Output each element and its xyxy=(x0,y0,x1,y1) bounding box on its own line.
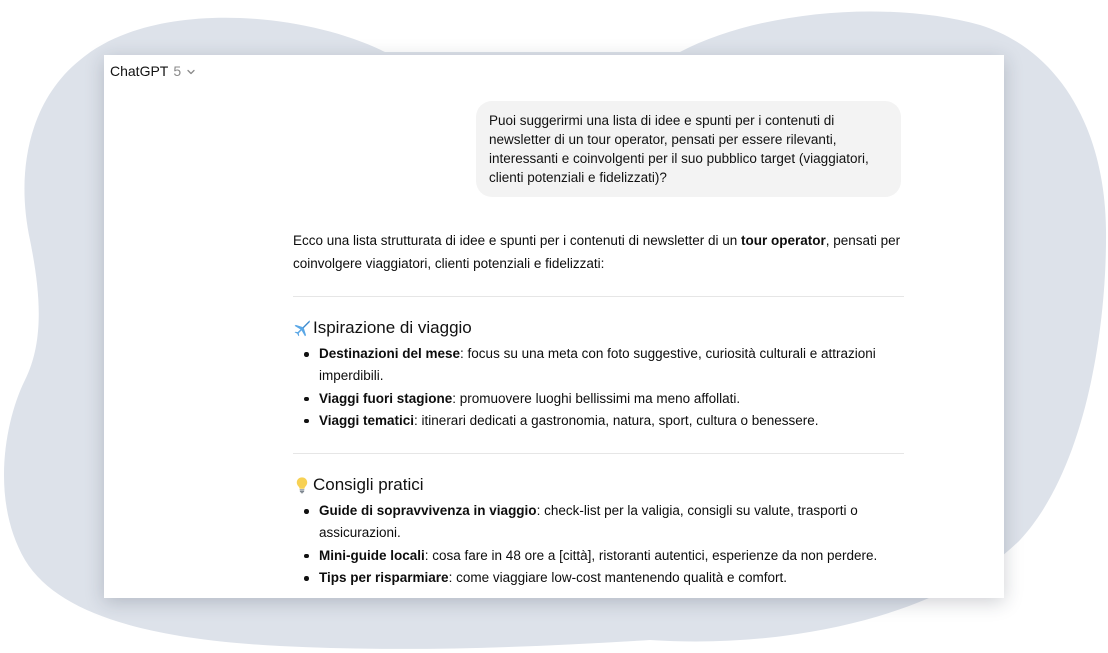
chat-window xyxy=(104,55,1004,598)
list-item xyxy=(293,388,904,410)
item-text: : cosa fare in 48 ore a [città], ristoranti autentici, esperienze da non perdere. xyxy=(424,547,878,563)
section-title: Ispirazione di viaggio xyxy=(313,318,472,337)
item-label: Mini-guide locali xyxy=(319,547,425,563)
section-divider xyxy=(293,296,904,297)
user-message-bubble xyxy=(476,101,901,197)
section-divider xyxy=(293,453,904,454)
model-name: ChatGPT xyxy=(110,63,169,79)
item-text: : itinerari dedicati a gastronomia, natura, sport, cultura o benessere. xyxy=(414,412,819,428)
item-label: Viaggi tematici xyxy=(319,412,415,428)
section-heading xyxy=(293,474,904,496)
user-message-text: Puoi suggerirmi una lista di idee e spunti per i contenuti di newsletter di un tour operator, pensati per essere rilevanti, interessanti e coinvolgenti per il suo pubblico target (viaggiatori, clienti potenziali e fidelizzati)? xyxy=(489,113,869,185)
item-label: Tips per risparmiare xyxy=(319,570,449,586)
item-text: : focus su una meta con foto suggestive, curiosità culturali e attrazioni imperdibili. xyxy=(319,346,876,384)
chevron-down-icon xyxy=(186,67,196,77)
intro-text: Ecco una lista strutturata di idee e spunti per i contenuti di newsletter di un xyxy=(293,233,742,248)
model-version: 5 xyxy=(173,63,182,79)
airplane-icon xyxy=(293,318,313,338)
item-text: : check-list per la valigia, consigli su valute, trasporti o assicurazioni. xyxy=(319,503,858,541)
list-item xyxy=(293,545,904,567)
item-text: : come viaggiare low-cost mantenendo qualità e comfort. xyxy=(448,570,787,586)
list-item xyxy=(293,410,904,432)
intro-text-end: , pensati per coinvolgere viaggiatori, clienti potenziali e fidelizzati: xyxy=(293,233,901,271)
item-label: Destinazioni del mese xyxy=(319,346,461,361)
section-title: Consigli pratici xyxy=(313,475,424,495)
intro-bold: tour operator xyxy=(741,233,826,248)
list-item xyxy=(293,567,904,589)
assistant-intro xyxy=(293,230,904,275)
list-item xyxy=(293,500,904,545)
item-label: Guide di sopravvivenza in viaggio xyxy=(319,503,537,519)
bullet-list xyxy=(293,500,904,589)
list-item xyxy=(293,343,904,388)
section-heading xyxy=(293,317,904,339)
lightbulb-icon xyxy=(293,475,313,495)
assistant-message xyxy=(293,230,904,589)
item-label: Viaggi fuori stagione xyxy=(319,390,453,406)
model-selector[interactable] xyxy=(110,63,196,79)
item-text: : promuovere luoghi bellissimi ma meno affollati. xyxy=(452,390,741,406)
bullet-list xyxy=(293,343,904,432)
